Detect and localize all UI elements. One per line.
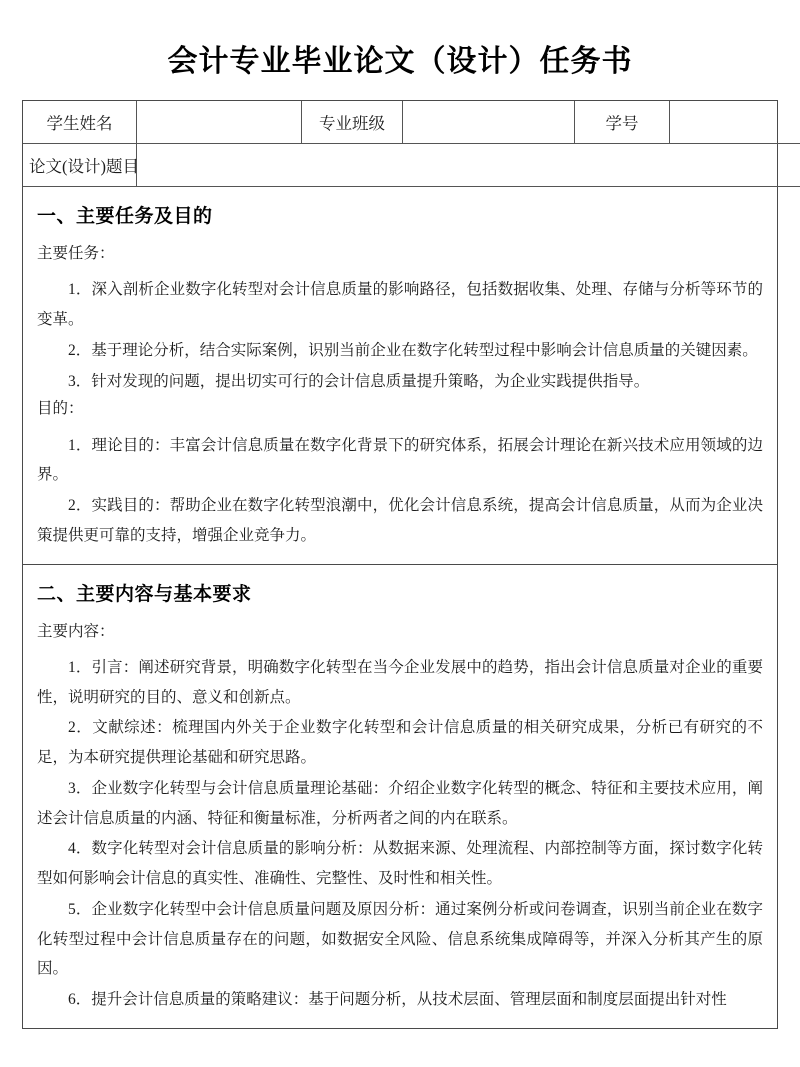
subsection-label-purpose: 目的： [37,400,84,418]
list-item: 3．企业数字化转型与会计信息质量理论基础：介绍企业数字化转型的概念、特征和主要技术应用，阐述会计信息质量的内涵、特征和衡量标准，分析两者之间的内在联系。 [37,779,763,827]
list-item: 1．深入剖析企业数字化转型对会计信息质量的影响路径，包括数据收集、处理、存储与分析等环节的变革。 [37,281,763,328]
student-name-label: 学生姓名 [23,101,137,144]
list-item: 1．理论目的：丰富会计信息质量在数字化背景下的研究体系，拓展会计理论在新兴技术应用领域的边界。 [37,436,763,484]
major-class-label: 专业班级 [302,101,403,144]
thesis-title-field[interactable] [137,144,800,187]
list-item: 2．实践目的：帮助企业在数字化转型浪潮中，优化会计信息系统，提高会计信息质量，从而为企业决策提供更可靠的支持，增强企业竞争力。 [37,497,763,544]
student-id-field[interactable] [670,101,800,144]
section-heading: 二、主要内容与基本要求 [37,583,252,605]
subsection-label-main-tasks: 主要任务： [37,245,115,262]
student-info-table [23,101,800,187]
subsection-label-main-content: 主要内容： [37,622,115,640]
student-id-label: 学号 [575,101,670,144]
page-title: 会计专业毕业论文（设计）任务书 [167,45,633,78]
list-item: 2．文献综述：梳理国内外关于企业数字化转型和会计信息质量的相关研究成果，分析已有研究的不足，为本研究提供理论基础和研究思路。 [37,719,763,766]
section-main-tasks [23,187,777,564]
table-row [23,101,800,144]
task-form-frame [22,100,778,1029]
table-row [23,144,800,187]
list-item: 6．提升会计信息质量的策略建议：基于问题分析，从技术层面、管理层面和制度层面提出针对性 [68,991,727,1008]
list-item: 5．企业数字化转型中会计信息质量问题及原因分析：通过案例分析或问卷调查，识别当前企业在数字化转型过程中会计信息质量存在的问题，如数据安全风险、信息系统集成障碍等，并深入分析其产生的原因。 [37,900,763,978]
section-heading: 一、主要任务及目的 [37,206,213,227]
list-item: 3．针对发现的问题，提出切实可行的会计信息质量提升策略，为企业实践提供指导。 [68,372,650,390]
list-item: 1．引言：阐述研究背景，明确数字化转型在当今企业发展中的趋势，指出会计信息质量对企业的重要性，说明研究的目的、意义和创新点。 [37,658,763,706]
section-main-content [23,564,777,1028]
list-item: 2．基于理论分析，结合实际案例，识别当前企业在数字化转型过程中影响会计信息质量的关键因素。 [68,341,758,359]
thesis-title-label: 论文(设计)题目 [23,144,137,187]
student-name-field[interactable] [137,101,302,144]
list-item: 4．数字化转型对会计信息质量的影响分析：从数据来源、处理流程、内部控制等方面，探讨数字化转型如何影响会计信息的真实性、准确性、完整性、及时性和相关性。 [37,840,763,887]
major-class-field[interactable] [403,101,575,144]
